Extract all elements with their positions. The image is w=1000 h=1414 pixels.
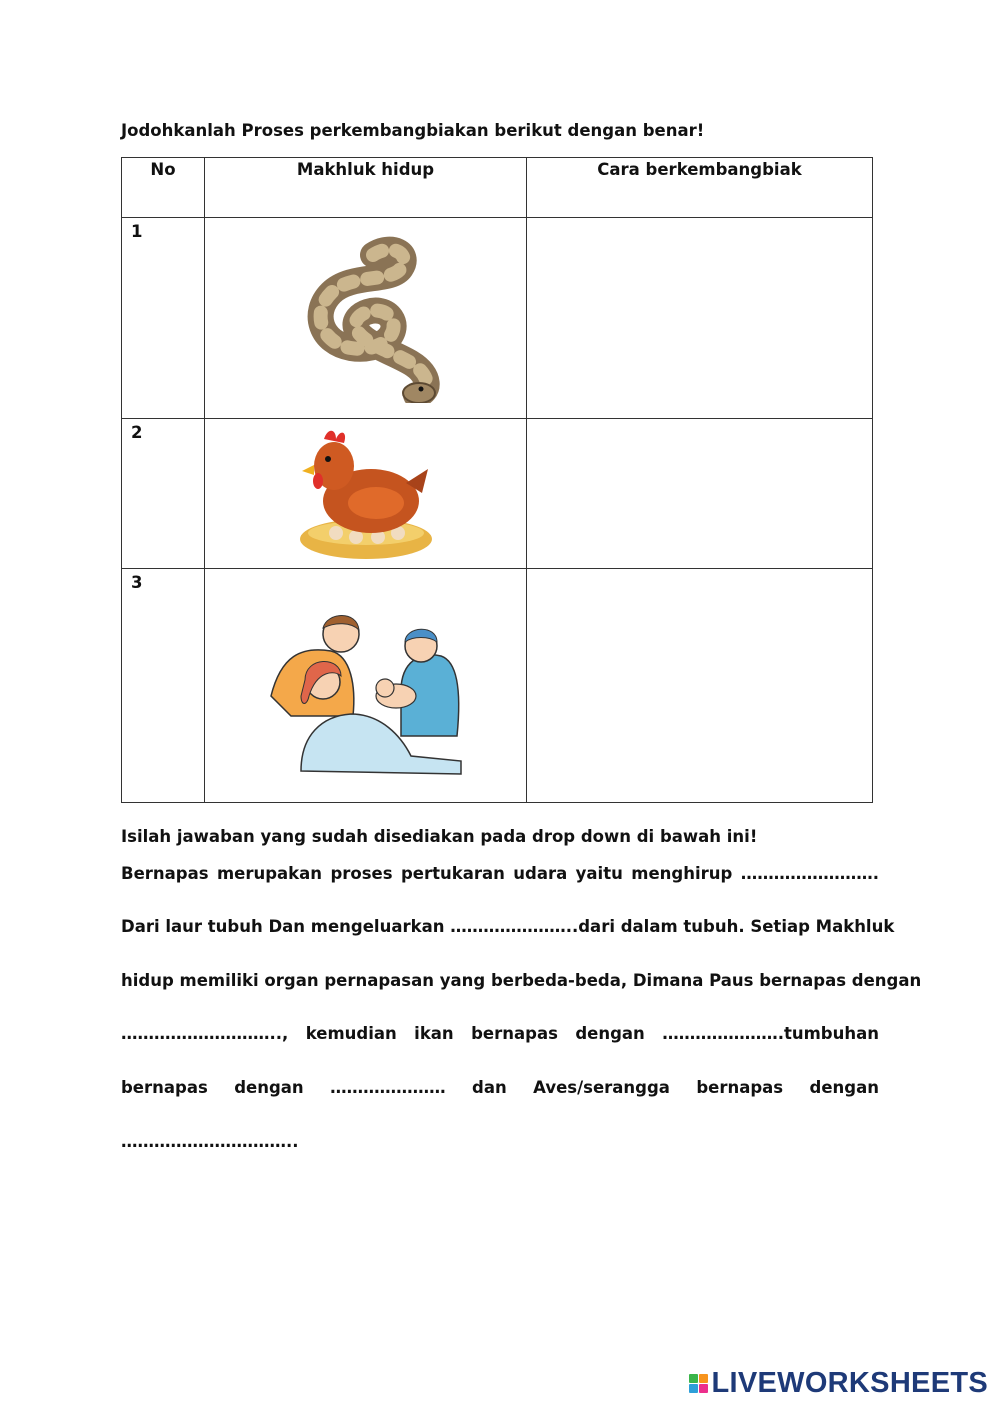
animal-cell [205, 218, 527, 419]
table-header-row [122, 158, 873, 218]
paragraph-line-2 [121, 917, 895, 936]
section-instruction: Isilah jawaban yang sudah disediakan pada drop down di bawah ini! [121, 827, 758, 846]
snake-icon [281, 233, 451, 403]
header-makhluk-hidup: Makhluk hidup [205, 158, 527, 218]
logo-text: LIVEWORKSHEETS [711, 1367, 988, 1399]
row-number: 1 [122, 218, 205, 419]
table-row [122, 419, 873, 569]
row-number: 2 [122, 419, 205, 569]
paragraph-text: tumbuhan [783, 1024, 879, 1043]
answer-cell-3[interactable] [527, 569, 873, 803]
hen-on-nest-icon [296, 421, 436, 566]
paragraph-text: , kemudian ikan bernapas dengan [282, 1024, 645, 1043]
dropdown-blank-2[interactable]: ………………….. [450, 917, 579, 936]
paragraph-line-5 [121, 1078, 879, 1097]
paragraph-line-3 [121, 971, 922, 990]
animal-cell [205, 419, 527, 569]
animal-cell [205, 569, 527, 803]
table-row [122, 569, 873, 803]
row-number: 3 [122, 569, 205, 803]
paragraph-line-6 [121, 1132, 879, 1151]
dropdown-blank-4[interactable]: …………………. [662, 1024, 784, 1043]
answer-cell-2[interactable] [527, 419, 873, 569]
liveworksheets-logo [689, 1367, 989, 1400]
paragraph-line-4 [121, 1024, 879, 1043]
logo-mark-icon [689, 1374, 708, 1393]
paragraph-line-1 [121, 864, 879, 883]
paragraph-text: Dari laur tubuh Dan mengeluarkan [121, 917, 445, 936]
header-cara-berkembangbiak: Cara berkembangbiak [527, 158, 873, 218]
dropdown-blank-1[interactable]: ……………………. [740, 864, 880, 883]
paragraph-text: bernapas dengan [121, 1078, 304, 1097]
worksheet-instruction-title: Jodohkanlah Proses perkembangbiakan berikut dengan benar! [121, 121, 705, 140]
human-birth-icon [261, 596, 471, 776]
matching-table [121, 157, 873, 803]
header-no: No [122, 158, 205, 218]
table-row [122, 218, 873, 419]
paragraph-text: dari dalam tubuh. Setiap Makhluk [578, 917, 895, 936]
dropdown-blank-6[interactable]: ………………………….. [121, 1132, 299, 1151]
answer-cell-1[interactable] [527, 218, 873, 419]
paragraph-text: dan Aves/serangga bernapas dengan [472, 1078, 879, 1097]
paragraph-text: Bernapas merupakan proses pertukaran udara yaitu menghirup [121, 864, 733, 883]
dropdown-blank-5[interactable]: ………………… [330, 1078, 446, 1097]
paragraph-text: hidup memiliki organ pernapasan yang berbeda-beda, Dimana Paus bernapas dengan [121, 971, 922, 990]
dropdown-blank-3[interactable]: ……………………….. [121, 1024, 283, 1043]
